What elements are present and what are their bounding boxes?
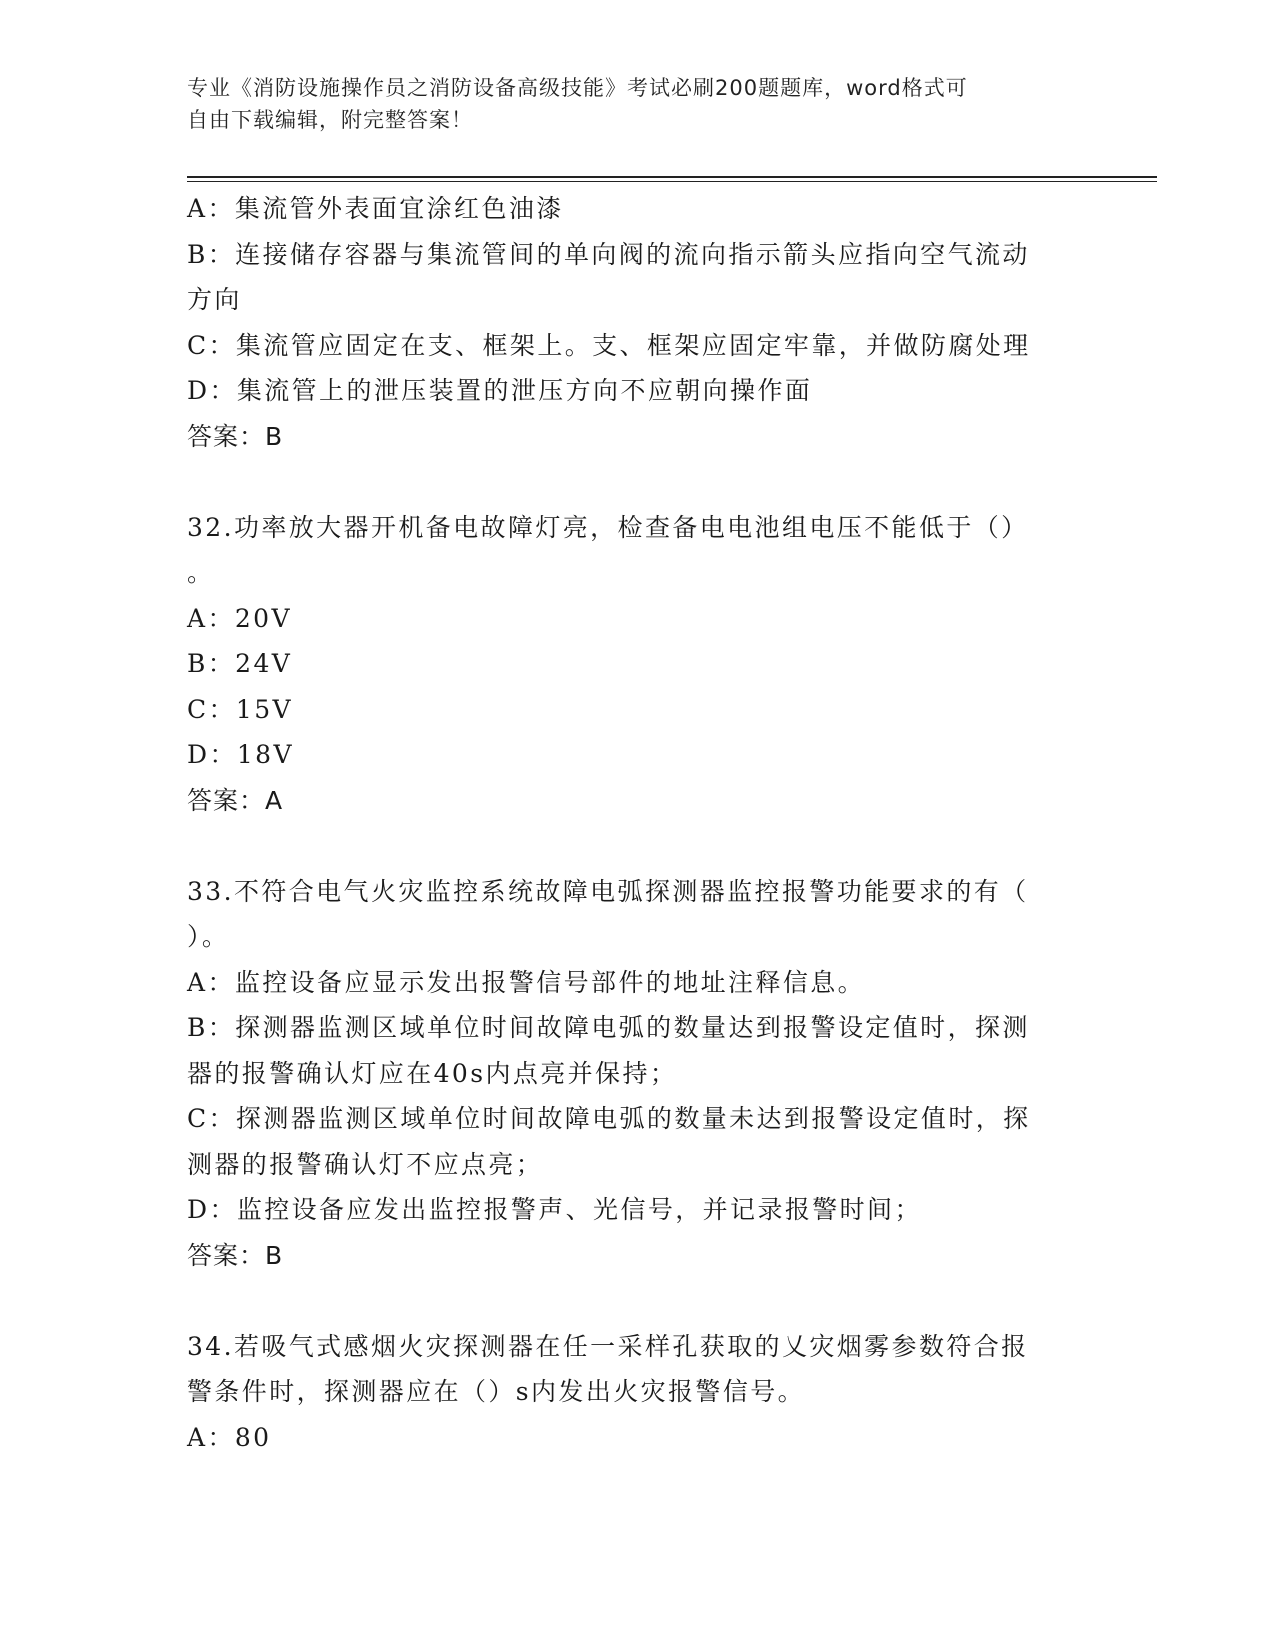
option-a: A：20V: [187, 603, 292, 633]
question-list: [187, 186, 1067, 1460]
option-d: D：18V: [187, 740, 294, 769]
answer: 答案：B: [187, 421, 284, 451]
header-divider-thick: [187, 176, 1157, 178]
option-b: B：24V: [187, 649, 293, 678]
option-a: A：集流管外表面宜涂红色油漆: [187, 194, 564, 223]
question-31: [187, 186, 1067, 459]
header-line-2: 自由下载编辑，附完整答案！: [187, 108, 473, 132]
answer: 答案：A: [187, 785, 284, 815]
option-b: B：探测器监测区域单位时间故障电弧的数量达到报警设定值时，探测: [187, 1013, 1030, 1042]
option-d: D：监控设备应发出监控报警声、光信号，并记录报警时间；: [187, 1195, 922, 1224]
spacer: [187, 459, 1067, 505]
question-stem-continued: 。: [187, 558, 215, 587]
option-b: B：连接储存容器与集流管间的单向阀的流向指示箭头应指向空气流动: [187, 239, 1030, 269]
spacer: [187, 823, 1067, 869]
option-b-continued: 方向: [187, 285, 242, 314]
question-32: [187, 505, 1067, 824]
option-d: D：集流管上的泄压装置的泄压方向不应朝向操作面: [187, 376, 813, 405]
header-line-1: 专业《消防设施操作员之消防设备高级技能》考试必刷200题题库，word格式可: [187, 76, 968, 100]
option-c-continued: 测器的报警确认灯不应点亮；: [187, 1149, 544, 1179]
question-stem-continued: ）。: [187, 922, 230, 951]
question-stem-continued: 警条件时，探测器应在（）s内发出火灾报警信号。: [187, 1377, 806, 1406]
answer: 答案：B: [187, 1240, 284, 1270]
option-c: C：15V: [187, 694, 293, 724]
option-a: A：80: [187, 1422, 272, 1452]
question-stem: 32.功率放大器开机备电故障灯亮，检查备电电池组电压不能低于（）: [187, 512, 1029, 542]
spacer: [187, 1278, 1067, 1324]
option-c: C：集流管应固定在支、框架上。支、框架应固定牢靠，并做防腐处理: [187, 330, 1031, 360]
option-b-continued: 器的报警确认灯应在40s内点亮并保持；: [187, 1058, 678, 1088]
option-c: C：探测器监测区域单位时间故障电弧的数量未达到报警设定值时，探: [187, 1104, 1031, 1133]
question-34: [187, 1324, 1067, 1461]
header-divider-thin: [187, 181, 1157, 182]
option-a: A：监控设备应显示发出报警信号部件的地址注释信息。: [187, 967, 866, 997]
document-header: [187, 72, 1067, 136]
question-stem: 33.不符合电气火灾监控系统故障电弧探测器监控报警功能要求的有（: [187, 876, 1029, 906]
question-stem: 34.若吸气式感烟火灾探测器在任一采样孔获取的乂灾烟雾参数符合报: [187, 1331, 1029, 1361]
question-33: [187, 869, 1067, 1279]
